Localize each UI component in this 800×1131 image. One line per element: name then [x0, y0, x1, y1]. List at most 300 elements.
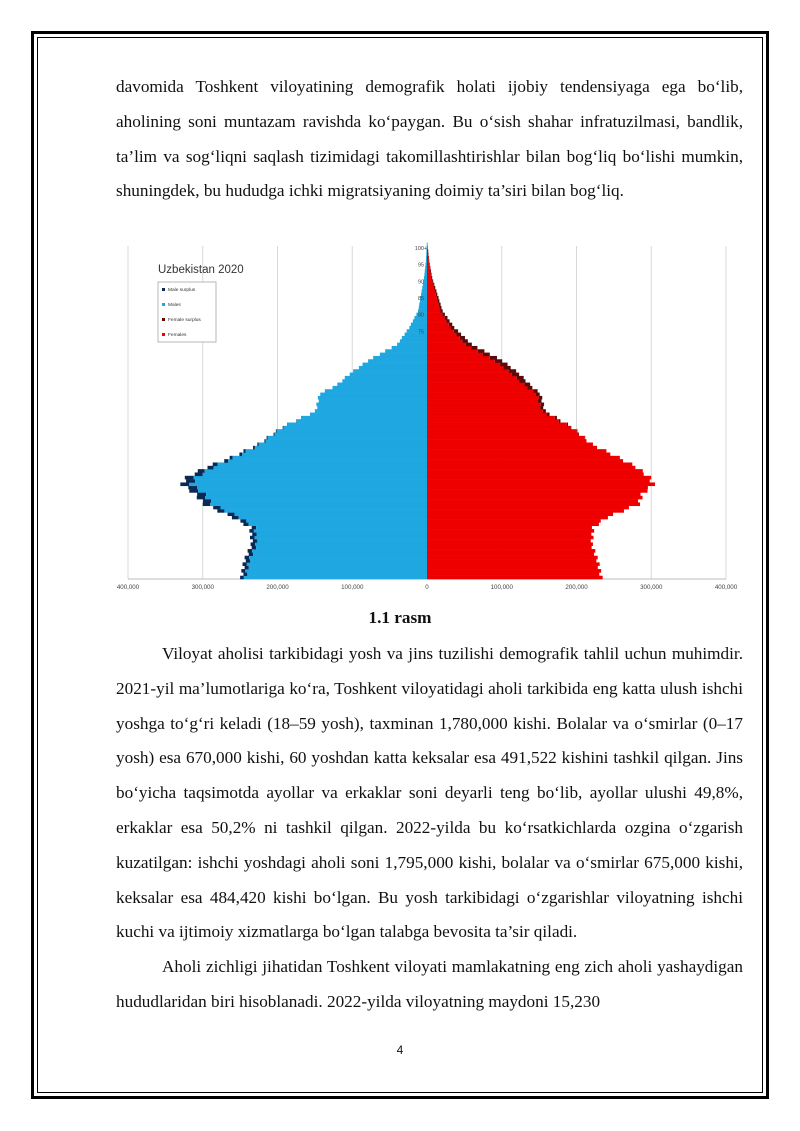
bar-male-surplus [267, 436, 268, 440]
bar-females [427, 449, 606, 453]
bar-males [249, 556, 427, 560]
bar-female-surplus [432, 279, 433, 283]
bar-female-surplus [430, 266, 431, 270]
x-tick-label: 200,000 [565, 584, 588, 591]
bar-female-surplus [503, 366, 510, 370]
bar-females [427, 276, 431, 280]
bar-males [255, 542, 427, 546]
bar-females [427, 519, 601, 523]
bar-females [427, 266, 430, 270]
bar-females [427, 383, 524, 387]
bar-female-surplus [547, 413, 550, 417]
bar-males [220, 506, 427, 510]
bar-females [427, 416, 555, 420]
bar-females [427, 426, 571, 430]
bar-female-surplus [536, 393, 540, 397]
bar-males [205, 469, 427, 473]
bar-females [427, 439, 586, 443]
bar-males [253, 552, 427, 556]
bar-females [427, 539, 591, 543]
bar-females [427, 286, 434, 290]
bar-females [427, 529, 594, 533]
bar-males [425, 266, 427, 270]
bar-males [277, 429, 427, 433]
bar-males [422, 286, 427, 290]
bar-females [427, 309, 440, 313]
bar-males [425, 269, 427, 273]
y-tick-label: 90 [417, 279, 425, 286]
bar-females [427, 462, 632, 466]
bar-males [246, 519, 427, 523]
bar-females [427, 509, 624, 513]
bar-males [368, 359, 427, 363]
bar-males [249, 566, 427, 570]
bar-females [427, 419, 559, 423]
bar-male-surplus [249, 552, 253, 556]
bar-males [252, 549, 427, 553]
bar-males [195, 479, 427, 483]
bar-males [224, 509, 427, 513]
bar-males [337, 383, 427, 387]
bar-male-surplus [276, 429, 277, 433]
bar-males [297, 419, 427, 423]
bar-females [427, 283, 433, 287]
bar-males [256, 526, 427, 530]
bar-females [427, 496, 643, 500]
bar-female-surplus [571, 426, 572, 430]
paragraph-1-text: davomida Toshkent viloyatining demografik holati ijobiy tendensiyaga ega bo‘lib, aholining soni muntazam ravishda ko‘paygan. Bu o‘sish shahar infratuzilmasi, bandlik, ta’lim va sog‘liqni saqlash tizimidagi takomillashtirishlar bilan bog‘liq bo‘lishi mumkin, shuningdek, bu hududga ichki migratsiyaning doimiy ta’siri bilan bog‘liq. [116, 77, 743, 201]
bar-male-surplus [213, 462, 218, 466]
bar-females [427, 499, 638, 503]
bar-females [427, 403, 541, 407]
bar-male-surplus [241, 569, 245, 573]
bar-females [427, 366, 503, 370]
bar-males [400, 339, 427, 343]
bar-female-surplus [471, 346, 477, 350]
bar-males [397, 343, 427, 347]
y-tick-label: 75 [417, 329, 425, 336]
bar-females [427, 559, 596, 563]
bar-male-surplus [185, 476, 194, 480]
bar-males [239, 516, 427, 520]
bar-male-surplus [243, 522, 248, 526]
bar-females [427, 472, 644, 476]
bar-females [427, 313, 442, 317]
bar-males [228, 459, 427, 463]
bar-female-surplus [446, 319, 449, 323]
legend-swatch [162, 318, 165, 321]
bar-male-surplus [217, 509, 224, 513]
legend-swatch [162, 303, 165, 306]
bar-males [246, 449, 427, 453]
bar-male-surplus [287, 423, 288, 427]
bar-females [427, 323, 449, 327]
bar-females [427, 532, 591, 536]
bar-male-surplus [245, 556, 249, 560]
bar-females [427, 396, 539, 400]
y-tick-label: 95 [417, 262, 425, 269]
bar-males [245, 569, 427, 573]
legend-label: Male surplus [168, 288, 196, 293]
bar-females [427, 466, 635, 470]
bar-females [427, 406, 540, 410]
bar-male-surplus [195, 472, 203, 476]
bar-females [427, 492, 641, 496]
bar-female-surplus [540, 406, 543, 410]
bar-females [427, 269, 430, 273]
figure-caption: 1.1 rasm [368, 608, 432, 627]
x-tick-label: 300,000 [191, 584, 214, 591]
bar-males [318, 396, 427, 400]
chart-bars [180, 243, 655, 580]
legend-label: Females [168, 333, 187, 338]
bar-female-surplus [451, 326, 455, 330]
bar-females [427, 303, 439, 307]
bar-females [427, 319, 446, 323]
bar-males [189, 482, 427, 486]
bar-male-surplus [252, 526, 256, 530]
bar-male-surplus [189, 489, 198, 493]
bar-males [411, 323, 427, 327]
bar-males [247, 562, 427, 566]
bar-male-surplus [240, 519, 246, 523]
x-tick-label: 300,000 [640, 584, 663, 591]
bar-male-surplus [251, 542, 255, 546]
bar-male-surplus [250, 536, 254, 540]
paragraph-1 [116, 70, 743, 209]
bar-males [359, 366, 427, 370]
x-tick-label: 400,000 [116, 584, 140, 591]
bar-female-surplus [456, 333, 461, 337]
bar-males [242, 452, 427, 456]
bar-female-surplus [439, 303, 441, 307]
bar-female-surplus [435, 289, 436, 293]
bar-female-surplus [438, 299, 440, 303]
bar-females [427, 459, 623, 463]
bar-males [333, 386, 427, 390]
bar-male-surplus [232, 516, 239, 520]
bar-male-surplus [248, 549, 252, 553]
bar-females [427, 546, 592, 550]
bar-males [268, 436, 427, 440]
bar-male-surplus [253, 446, 255, 450]
bar-males [234, 512, 427, 516]
bar-female-surplus [445, 316, 448, 320]
bar-female-surplus [500, 363, 507, 367]
bar-females [427, 373, 512, 377]
bar-males [250, 559, 427, 563]
bar-females [427, 542, 593, 546]
bar-female-surplus [442, 313, 445, 317]
bar-females [427, 359, 495, 363]
bar-female-surplus [490, 356, 497, 360]
bar-female-surplus [437, 296, 439, 300]
bar-female-surplus [509, 369, 516, 373]
bar-females [427, 336, 460, 340]
bar-females [427, 569, 601, 573]
bar-female-surplus [483, 353, 490, 357]
paragraph-2-text: Viloyat aholisi tarkibidagi yosh va jins tuzilishi demografik tahlil uchun muhimdir. 2021-yil ma’lumotlariga ko‘ra, Toshkent viloyatidagi aholi tarkibida eng katta ulush ishchi yoshga to‘g‘ri keladi (18–59 yosh), taxminan 1,780,000 kishi. Bolalar va o‘smirlar (0–17 yosh) esa 670,000 kishi, 60 yoshdan katta keksalar esa 491,522 kishini tashkil qilgan. Jins bo‘yicha taqsimotda ayollar va erkaklar soni deyarli teng bo‘lib, ayollar ulushi 49,8%, erkaklar esa 50,2% ni tashkil qilgan. 2022-yilda bu ko‘rsatkichlarda ozgina o‘zgarish kuzatilgan: ishchi yoshdagi aholi soni 1,795,000 kishi, bolalar va o‘smirlar 675,000 kishi, keksalar esa 484,420 kishi bo‘lgan. Bu yosh tarkibidagi o‘zgarishlar viloyatning ishchi kuchi va ijtimoiy xizmatlarga bo‘lgan talabga bevosita ta’sir qiladi. [116, 644, 743, 942]
bar-males [288, 423, 427, 427]
bar-males [385, 349, 427, 353]
bar-male-surplus [243, 572, 247, 576]
bar-females [427, 376, 517, 380]
bar-female-surplus [567, 423, 568, 427]
bar-males [257, 539, 427, 543]
bar-females [427, 506, 629, 510]
bar-male-surplus [257, 443, 258, 447]
bar-males [247, 572, 427, 576]
bar-females [427, 299, 438, 303]
bar-male-surplus [246, 559, 250, 563]
bar-females [427, 393, 536, 397]
bar-male-surplus [186, 479, 195, 483]
bar-females [427, 482, 655, 486]
bar-males [275, 433, 427, 437]
bar-females [427, 536, 594, 540]
bar-females [427, 429, 577, 433]
bar-females [427, 562, 600, 566]
bar-females [427, 293, 436, 297]
y-tick-label: 100+ [414, 246, 428, 252]
bar-female-surplus [524, 383, 530, 387]
bar-females [427, 512, 613, 516]
bar-females [427, 259, 429, 263]
bar-females [427, 369, 509, 373]
bar-female-surplus [440, 309, 442, 313]
bar-females [427, 256, 429, 260]
bar-male-surplus [245, 566, 249, 570]
bar-males [255, 446, 427, 450]
bar-males [319, 399, 427, 403]
bar-females [427, 326, 451, 330]
bar-males [419, 303, 427, 307]
bar-female-surplus [449, 323, 452, 327]
bar-male-surplus [203, 502, 210, 506]
bar-female-surplus [512, 373, 519, 377]
bar-females [427, 363, 500, 367]
legend-label: Female surplus [168, 318, 201, 323]
bar-female-surplus [462, 339, 468, 343]
bar-female-surplus [431, 276, 432, 280]
bar-males [426, 259, 427, 263]
bar-females [427, 343, 466, 347]
bar-females [427, 289, 435, 293]
bar-males [256, 546, 427, 550]
bar-females [427, 349, 478, 353]
bar-males [422, 289, 427, 293]
bar-females [427, 413, 547, 417]
bar-males [402, 336, 427, 340]
bar-male-surplus [264, 439, 265, 443]
bar-females [427, 409, 543, 413]
bar-male-surplus [197, 492, 206, 496]
bar-males [198, 489, 427, 493]
bar-females [427, 479, 650, 483]
bar-males [380, 353, 427, 357]
bar-female-surplus [533, 389, 537, 393]
bar-female-surplus [539, 396, 543, 400]
bar-females [427, 476, 651, 480]
bar-females [427, 399, 538, 403]
bar-female-surplus [439, 306, 441, 310]
bar-males [342, 379, 427, 383]
legend-swatch [162, 333, 165, 336]
bar-females [427, 329, 454, 333]
x-tick-label: 100,000 [490, 584, 513, 591]
bar-female-surplus [577, 429, 578, 433]
bar-females [427, 333, 456, 337]
bar-females [427, 253, 428, 257]
bar-females [427, 572, 599, 576]
bar-females [427, 469, 643, 473]
bar-male-surplus [230, 456, 233, 460]
chart-title: Uzbekistan 2020 [158, 264, 244, 276]
bar-males [426, 253, 427, 257]
bar-males [392, 346, 427, 350]
legend-swatch [162, 288, 165, 291]
bar-female-surplus [434, 286, 435, 290]
bar-females [427, 502, 640, 506]
bar-females [427, 522, 599, 526]
bar-females [427, 552, 594, 556]
legend-label: Males [168, 303, 181, 308]
bar-males [206, 492, 427, 496]
bar-female-surplus [559, 419, 561, 423]
bar-females [427, 452, 610, 456]
bar-females [427, 556, 598, 560]
bar-male-surplus [243, 449, 245, 453]
bar-males [345, 376, 427, 380]
bar-male-surplus [240, 576, 244, 580]
bar-males [244, 576, 427, 580]
bar-males [301, 416, 427, 420]
bar-females [427, 389, 533, 393]
bar-female-surplus [527, 386, 532, 390]
bar-female-surplus [495, 359, 502, 363]
bar-male-surplus [239, 452, 242, 456]
bar-females [427, 516, 608, 520]
bar-males [426, 263, 427, 267]
x-tick-label: 100,000 [341, 584, 364, 591]
bar-males [413, 319, 427, 323]
bar-males [211, 499, 427, 503]
bar-males [426, 256, 427, 260]
bar-females [427, 386, 527, 390]
bar-males [325, 389, 427, 393]
bar-males [310, 413, 427, 417]
x-tick-label: 0 [425, 584, 429, 591]
bar-male-surplus [188, 486, 197, 490]
bar-female-surplus [543, 409, 546, 413]
bar-males [353, 369, 427, 373]
bar-female-surplus [541, 403, 544, 407]
bar-females [427, 279, 432, 283]
bar-male-surplus [283, 426, 284, 430]
bar-male-surplus [274, 433, 275, 437]
bar-female-surplus [431, 273, 432, 277]
bar-males [363, 363, 427, 367]
y-tick-label: 80 [417, 312, 425, 319]
bar-female-surplus [454, 329, 458, 333]
bar-males [254, 536, 427, 540]
bar-females [427, 423, 567, 427]
bar-females [427, 489, 648, 493]
bar-males [424, 273, 427, 277]
bar-male-surplus [180, 482, 189, 486]
chart-legend [158, 282, 216, 342]
bar-female-surplus [460, 336, 465, 340]
bar-males [283, 426, 427, 430]
bar-females [427, 339, 462, 343]
bar-males [249, 522, 427, 526]
bar-females [427, 443, 593, 447]
bar-females [427, 379, 519, 383]
bar-males [233, 456, 427, 460]
bar-males [194, 476, 427, 480]
bar-male-surplus [253, 539, 257, 543]
bar-females [427, 346, 471, 350]
bar-females [427, 353, 483, 357]
bar-females [427, 436, 585, 440]
bar-males [424, 276, 427, 280]
bar-female-surplus [519, 379, 525, 383]
bar-females [427, 296, 437, 300]
bar-female-surplus [430, 269, 431, 273]
bar-males [373, 356, 427, 360]
page-number: 4 [396, 1043, 404, 1057]
bar-females [427, 456, 620, 460]
bar-males [197, 486, 427, 490]
bar-females [427, 433, 579, 437]
bar-males [257, 532, 427, 536]
bar-female-surplus [436, 293, 437, 297]
bar-male-surplus [249, 529, 253, 533]
bar-males [254, 529, 427, 533]
bar-male-surplus [198, 469, 205, 473]
bar-males [203, 472, 427, 476]
bar-females [427, 316, 445, 320]
bar-females [427, 446, 597, 450]
bar-males [317, 406, 427, 410]
bar-males [205, 496, 427, 500]
bar-females [427, 486, 648, 490]
bar-female-surplus [517, 376, 524, 380]
bar-females [427, 566, 598, 570]
bar-females [427, 306, 439, 310]
bar-females [427, 356, 490, 360]
bar-females [427, 576, 603, 580]
bar-male-surplus [252, 532, 256, 536]
bar-female-surplus [478, 349, 485, 353]
bar-male-surplus [207, 466, 213, 470]
bar-female-surplus [555, 416, 557, 420]
bar-males [259, 443, 427, 447]
bar-males [218, 462, 427, 466]
bar-females [427, 526, 592, 530]
bar-male-surplus [243, 562, 247, 566]
bar-males [350, 373, 427, 377]
bar-females [427, 549, 595, 553]
bar-male-surplus [224, 459, 228, 463]
bar-males [210, 502, 427, 506]
paragraph-2 [116, 637, 743, 1020]
bar-females [427, 263, 429, 267]
bar-female-surplus [466, 343, 472, 347]
bar-males [320, 393, 427, 397]
bar-male-surplus [197, 496, 205, 500]
bar-female-surplus [538, 399, 541, 403]
